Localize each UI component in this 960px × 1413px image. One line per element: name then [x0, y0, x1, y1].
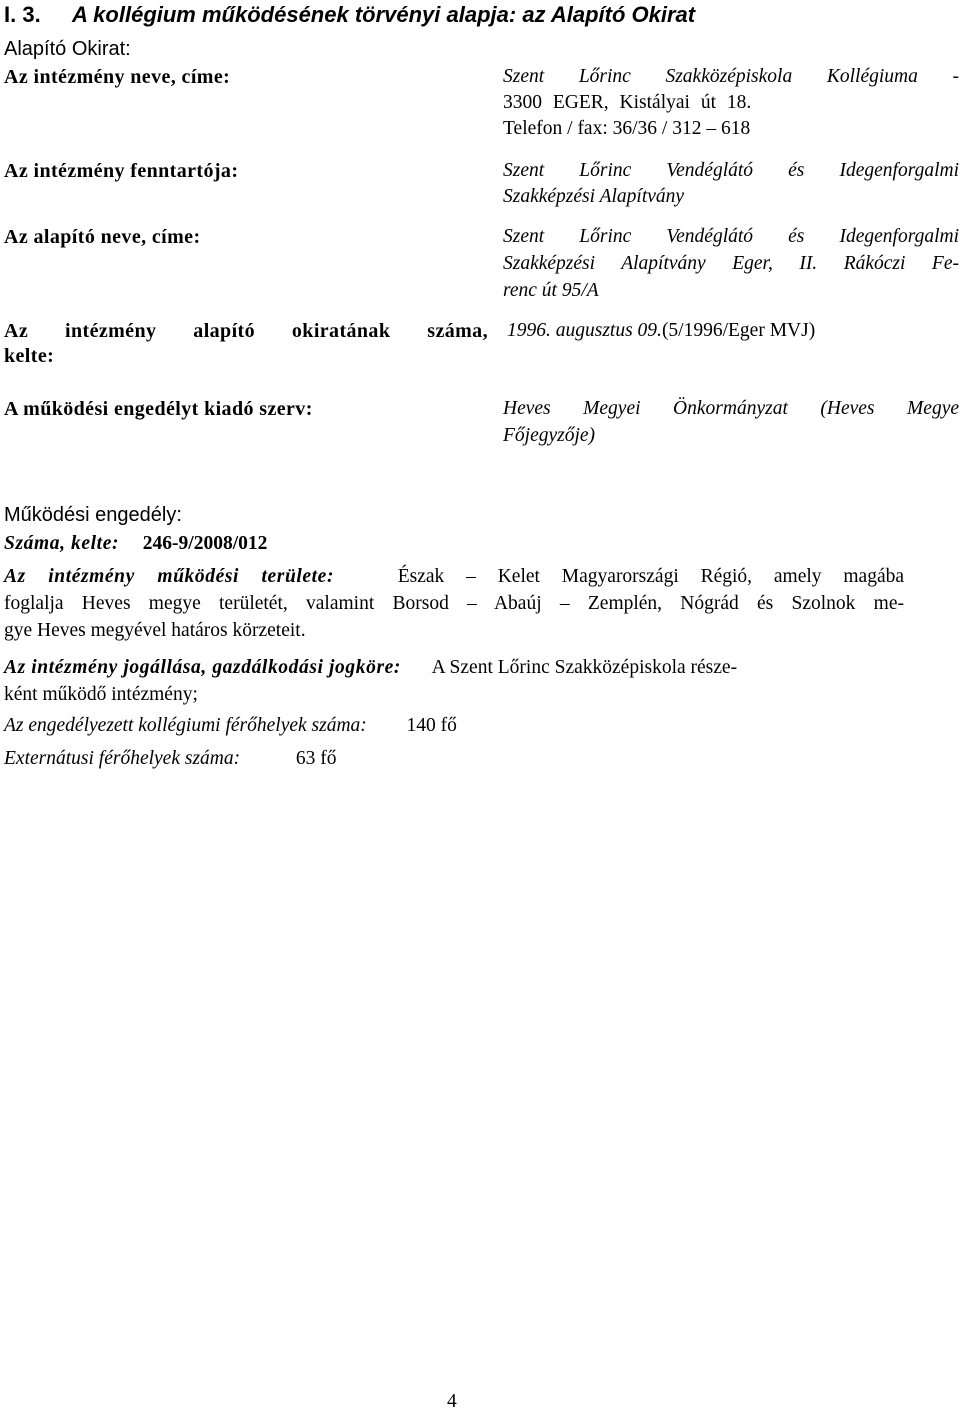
founding-doc-number-label-1: Az intézmény alapító okiratának száma,	[4, 320, 488, 342]
founding-doc-number-label-2: kelte:	[4, 345, 55, 367]
section-number: I. 3.	[4, 2, 41, 27]
external-row	[4, 748, 336, 770]
capacity-label: Az engedélyezett kollégiumi férőhelyek száma:	[4, 715, 367, 736]
license-issuer-line-2: Főjegyzője)	[503, 425, 596, 446]
legal-status-label: Az intézmény jogállása, gazdálkodási jogköre:	[4, 657, 401, 678]
founding-doc-number-value: 1996. augusztus 09.(5/1996/Eger MVJ)	[507, 320, 816, 341]
license-number-value: 246-9/2008/012	[142, 533, 268, 554]
page-number: 4	[447, 1391, 457, 1412]
capacity-row	[4, 715, 457, 737]
institution-address-line: 3300 EGER, Kistályai út 18.	[503, 92, 752, 113]
service-area-label: Az intézmény működési területe:	[4, 566, 335, 587]
founder-line-1: Szent Lőrinc Vendéglátó és Idegenforgalmi	[503, 226, 959, 247]
maintainer-line-2: Szakképzési Alapítvány	[503, 186, 685, 207]
legal-status-line-1: Az intézmény jogállása, gazdálkodási jogköre: A Szent Lőrinc Szakközépiskola része-	[4, 657, 738, 678]
service-area-line-3: gye Heves megyével határos körzeteit.	[4, 620, 306, 641]
founder-line-3: renc út 95/A	[503, 280, 599, 301]
external-label: Externátusi férőhelyek száma:	[4, 748, 241, 769]
maintainer-line-1: Szent Lőrinc Vendéglátó és Idegenforgalmi	[503, 160, 959, 181]
service-area-line-2: foglalja Heves megye területét, valamint Borsod – Abaúj – Zemplén, Nógrád és Szolnok me-	[4, 593, 904, 614]
institution-phone-line: Telefon / fax: 36/36 / 312 – 618	[503, 118, 751, 139]
maintainer-label: Az intézmény fenntartója:	[4, 160, 239, 182]
section-title: A kollégium működésének törvényi alapja: az Alapító Okirat	[72, 2, 696, 27]
license-number-row	[4, 533, 267, 555]
institution-name-line: Szent Lőrinc Szakközépiskola Kollégiuma -	[503, 66, 959, 87]
license-number-label: Száma, kelte:	[4, 533, 120, 554]
service-area-line-1: Az intézmény működési területe: Észak – Kelet Magyarországi Régió, amely magába	[4, 566, 905, 587]
capacity-value: 140 fő	[406, 715, 457, 736]
license-heading: Működési engedély:	[4, 504, 182, 526]
legal-status-line-2: ként működő intézmény;	[4, 684, 198, 705]
founding-doc-heading: Alapító Okirat:	[4, 38, 131, 60]
founder-line-2: Szakképzési Alapítvány Eger, II. Rákóczi Fe-	[503, 253, 959, 274]
license-issuer-line-1: Heves Megyei Önkormányzat (Heves Megye	[503, 398, 959, 419]
founder-label: Az alapító neve, címe:	[4, 226, 201, 248]
external-value: 63 fő	[295, 748, 337, 769]
license-issuer-label: A működési engedélyt kiadó szerv:	[4, 398, 313, 420]
institution-name-label: Az intézmény neve, címe:	[4, 66, 231, 88]
